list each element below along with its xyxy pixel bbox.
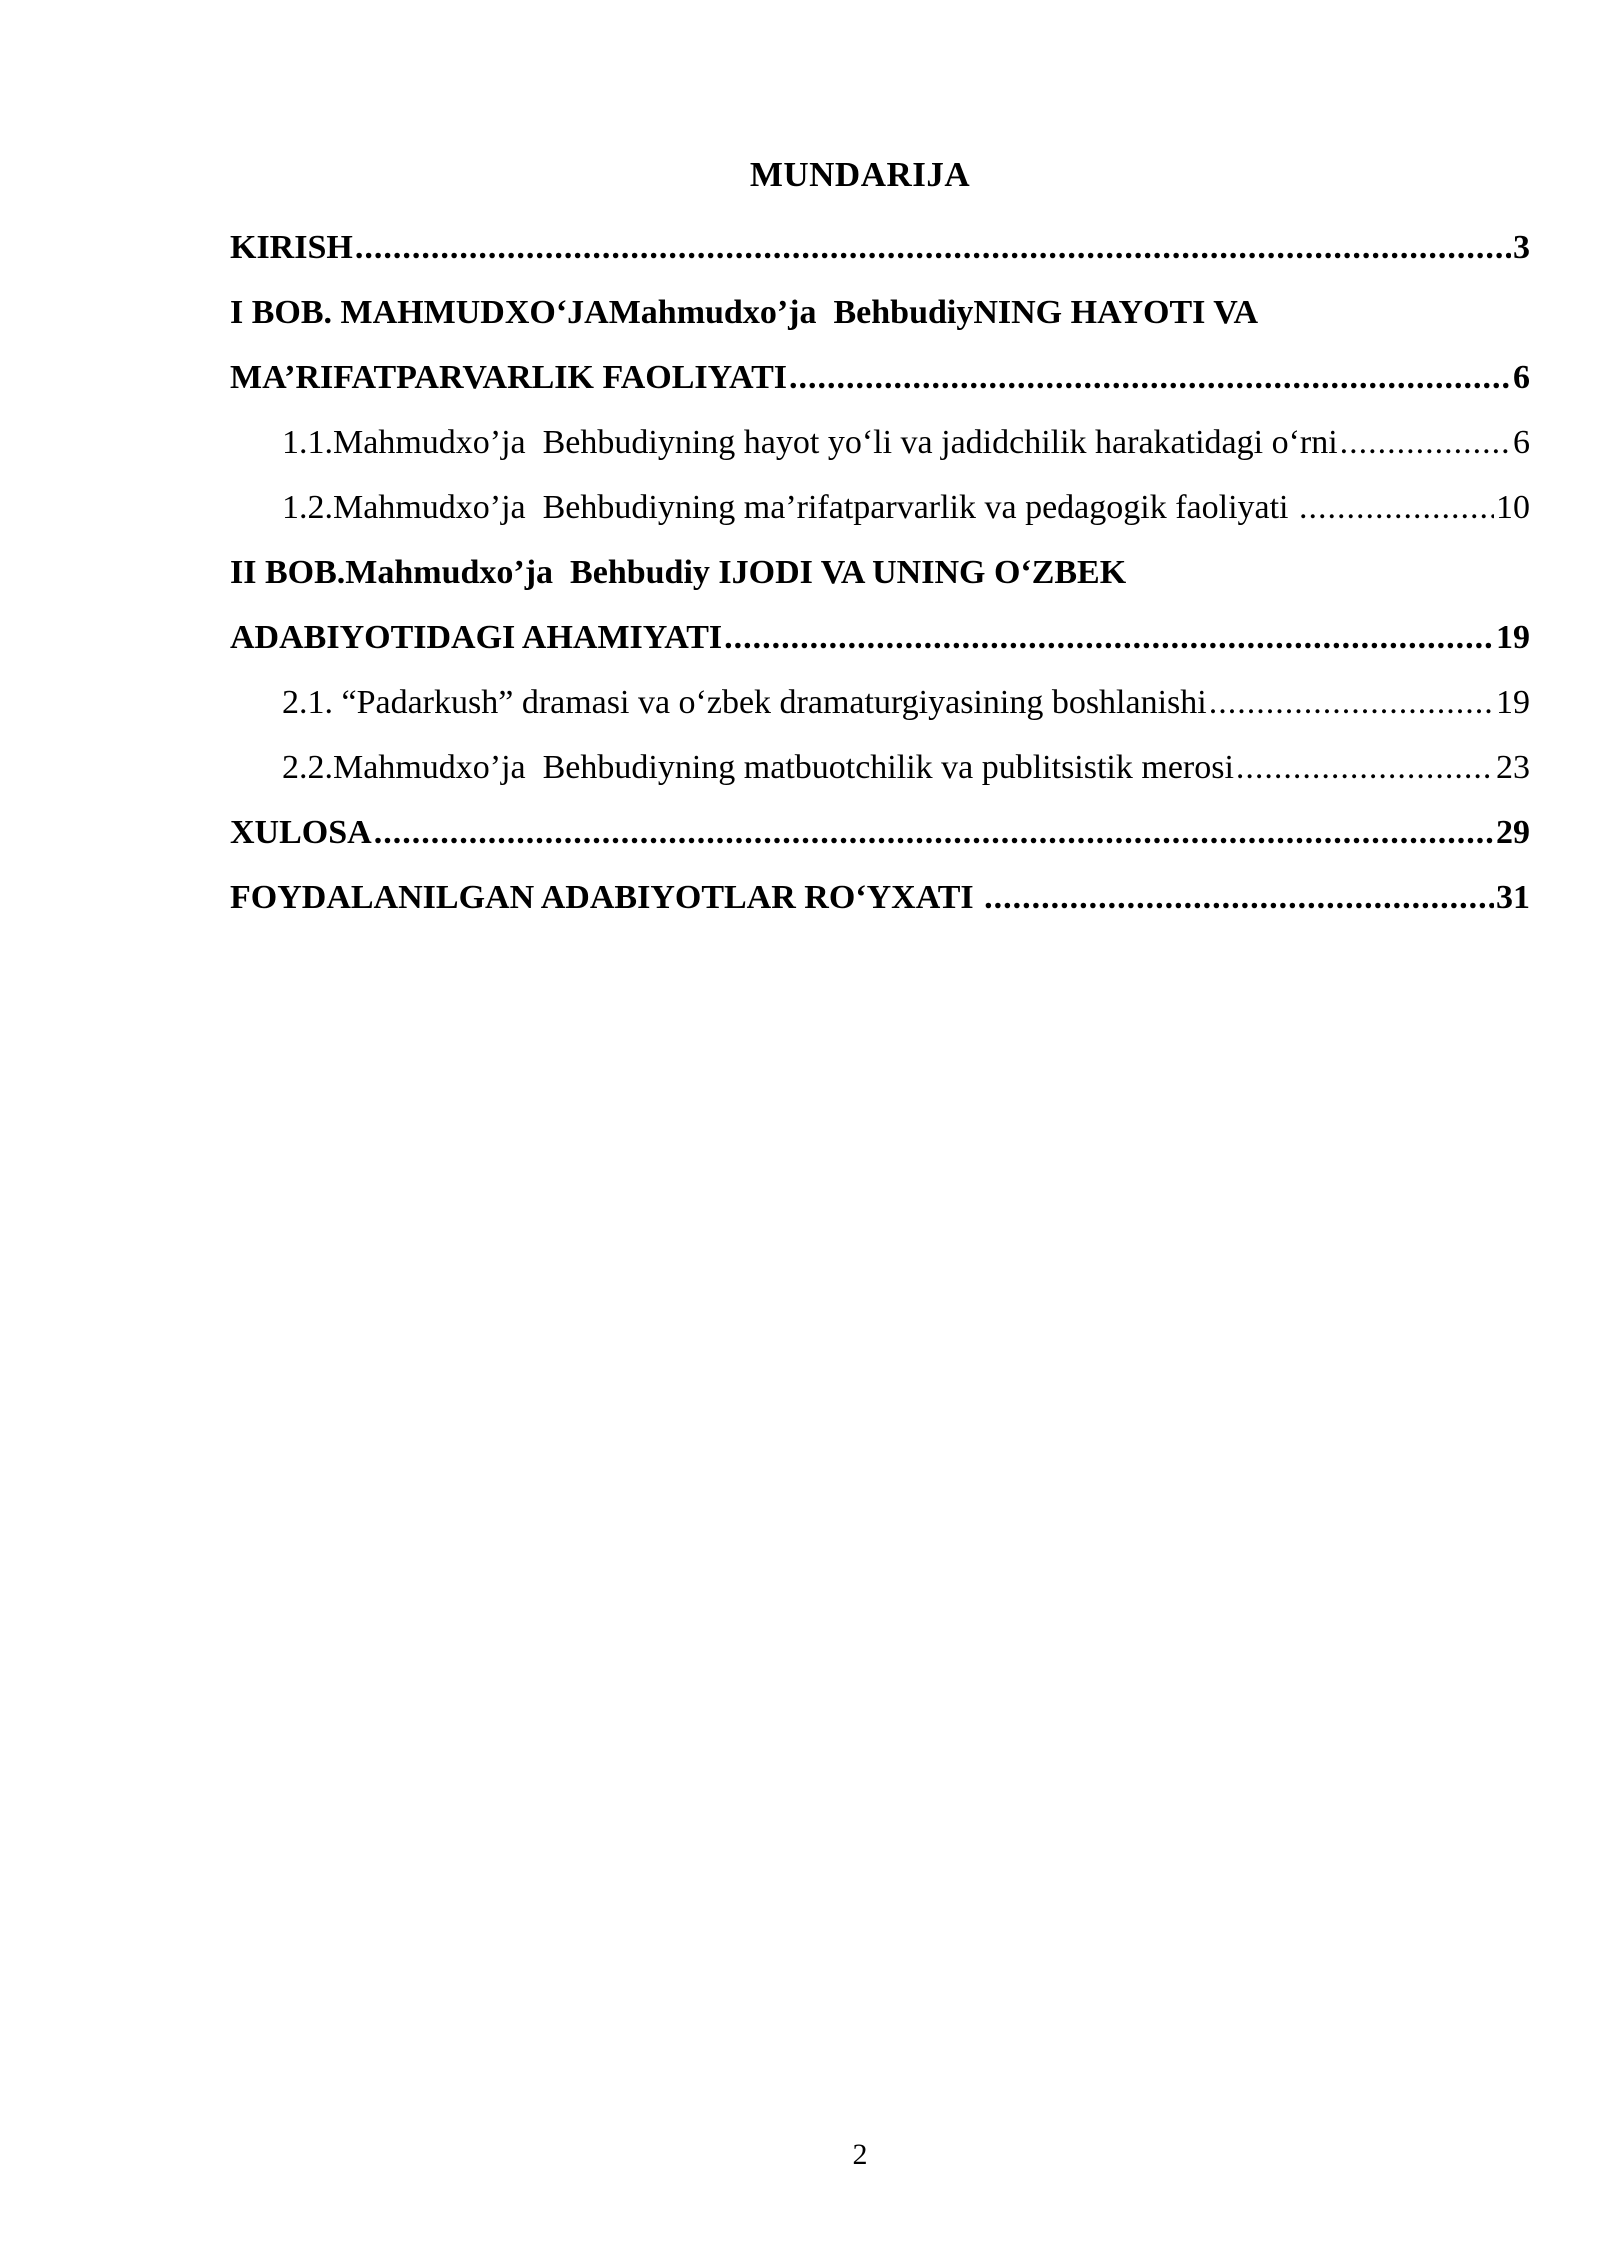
toc-entry[interactable]: [230, 735, 1530, 800]
toc-entry-title: ADABIYOTIDAGI AHAMIYATI: [230, 619, 723, 656]
toc-entry-title: I BOB. MAHMUDXO‘JAMahmudxo’ja BehbudiyNING HAYOTI VA: [230, 294, 1259, 331]
toc-dot-leader: [789, 345, 1511, 410]
toc-entry-title: KIRISH: [230, 229, 353, 266]
toc-heading: MUNDARIJA: [749, 155, 971, 194]
toc-entry-page-number: 31: [1496, 879, 1530, 916]
toc-entry-title: 2.1. “Padarkush” dramasi va o‘zbek dramaturgiyasining boshlanishi: [282, 684, 1207, 721]
toc-entry-title: II BOB.Mahmudxo’ja Behbudiy IJODI VA UNING O‘ZBEK: [230, 554, 1127, 591]
toc-dot-leader: [355, 215, 1511, 280]
toc-entry-title: XULOSA: [230, 814, 372, 851]
toc-entry[interactable]: [230, 280, 1530, 345]
toc-entry[interactable]: [230, 540, 1530, 605]
toc-entry-title: 2.2.Mahmudxo’ja Behbudiyning matbuotchilik va publitsistik merosi: [282, 749, 1234, 786]
toc-dot-leader: [1209, 670, 1494, 735]
toc-entry-page-number: 6: [1513, 359, 1530, 396]
toc-entry[interactable]: [230, 215, 1530, 280]
toc-entry-page-number: 6: [1513, 424, 1530, 461]
toc-dot-leader: [984, 865, 1494, 930]
toc-entry-page-number: 23: [1496, 749, 1530, 786]
toc-entry[interactable]: [230, 475, 1530, 540]
toc-entry-title: MA’RIFATPARVARLIK FAOLIYATI: [230, 359, 787, 396]
toc-entry-title: FOYDALANILGAN ADABIYOTLAR RO‘YXATI: [230, 879, 983, 916]
toc-dot-leader: [724, 605, 1494, 670]
page-number: 2: [852, 2138, 868, 2171]
toc-entry-page-number: 19: [1496, 684, 1530, 721]
toc-entry-page-number: 3: [1513, 229, 1530, 266]
toc-dot-leader: [374, 800, 1494, 865]
toc-dot-leader: [1340, 410, 1511, 475]
table-of-contents: [230, 215, 1530, 930]
toc-entry[interactable]: [230, 345, 1530, 410]
toc-entry-page-number: 29: [1496, 814, 1530, 851]
toc-entry-title: 1.2.Mahmudxo’ja Behbudiyning ma’rifatparvarlik va pedagogik faoliyati: [282, 489, 1298, 526]
toc-entry[interactable]: [230, 865, 1530, 930]
toc-entry[interactable]: [230, 670, 1530, 735]
toc-entry[interactable]: [230, 800, 1530, 865]
toc-entry[interactable]: [230, 410, 1530, 475]
toc-dot-leader: [1299, 475, 1494, 540]
toc-entry-page-number: 19: [1496, 619, 1530, 656]
toc-dot-leader: [1236, 735, 1494, 800]
toc-entry-page-number: 10: [1496, 489, 1530, 526]
toc-entry[interactable]: [230, 605, 1530, 670]
toc-entry-title: 1.1.Mahmudxo’ja Behbudiyning hayot yo‘li va jadidchilik harakatidagi o‘rni: [282, 424, 1338, 461]
